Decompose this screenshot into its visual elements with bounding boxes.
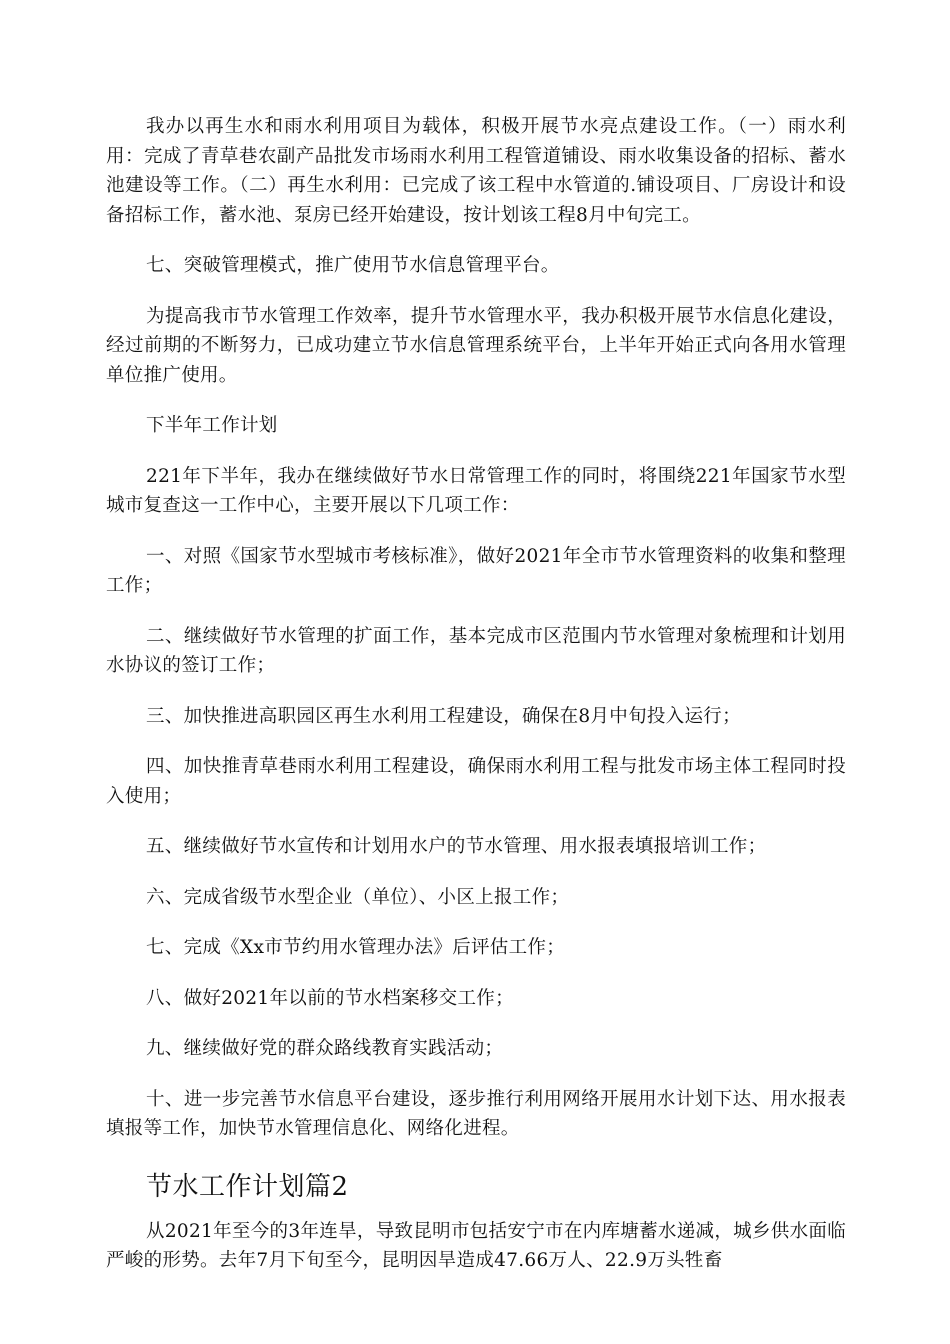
paragraph-drought-intro: 从2021年至今的3年连旱，导致昆明市包括安宁市在内库塘蓄水递减，城乡供水面临严峻的形势。去年7月下旬至今，昆明因旱造成47.66万人、22.9万头牲畜 (106, 1220, 846, 1271)
document-page (106, 112, 846, 1297)
paragraph-second-half-plan-title: 下半年工作计划 (146, 415, 278, 436)
plan-item-4: 四、加快推青草巷雨水利用工程建设，确保雨水利用工程与批发市场主体工程同时投入使用； (106, 756, 846, 807)
paragraph-second-half-intro: 221年下半年，我办在继续做好节水日常管理工作的同时，将围绕221年国家节水型城市复查这一工作中心，主要开展以下几项工作： (106, 465, 846, 516)
plan-item-9: 九、继续做好党的群众路线教育实践活动； (146, 1038, 504, 1059)
plan-item-8: 八、做好2021年以前的节水档案移交工作； (146, 987, 514, 1009)
plan-item-5: 五、继续做好节水宣传和计划用水户的节水管理、用水报表填报培训工作； (146, 836, 767, 857)
plan-item-3: 三、加快推进高职园区再生水利用工程建设，确保在8月中旬投入运行； (146, 705, 741, 727)
paragraph-info-platform: 为提高我市节水管理工作效率，提升节水管理水平，我办积极开展节水信息化建设，经过前期的不断努力，已成功建立节水信息管理系统平台，上半年开始正式向各用水管理单位推广使用。 (106, 305, 846, 386)
plan-item-7: 七、完成《Xx市节约用水管理办法》后评估工作； (146, 937, 566, 958)
plan-item-6: 六、完成省级节水型企业（单位）、小区上报工作； (146, 886, 570, 908)
paragraph-item-seven-heading: 七、突破管理模式，推广使用节水信息管理平台。 (146, 255, 560, 276)
plan-item-2: 二、继续做好节水管理的扩面工作，基本完成市区范围内节水管理对象梳理和计划用水协议的签订工作； (106, 625, 846, 676)
paragraph-rainwater-projects: 我办以再生水和雨水利用项目为载体，积极开展节水亮点建设工作。（一）雨水利用：完成了青草巷农副产品批发市场雨水利用工程管道铺设、雨水收集设备的招标、蓄水池建设等工作。（二）再生水利用：已完成了该工程中水管道的.铺设项目、厂房设计和设备招标工作，蓄水池、泵房已经开始建设，按计划该工程8月中旬完工。 (106, 116, 846, 226)
plan-item-1: 一、对照《国家节水型城市考核标准》，做好2021年全市节水管理资料的收集和整理工作； (106, 545, 846, 596)
plan-item-10: 十、进一步完善节水信息平台建设，逐步推行利用网络开展用水计划下达、用水报表填报等工作，加快节水管理信息化、网络化进程。 (106, 1088, 846, 1139)
section-heading: 节水工作计划篇2 (146, 1171, 349, 1202)
